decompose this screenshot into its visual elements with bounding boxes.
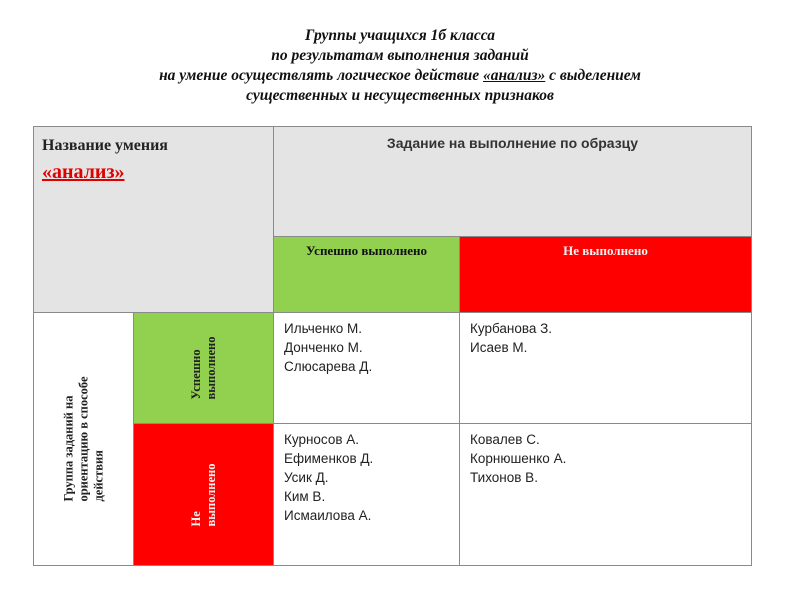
row-group-label-line: Группа заданий на [61,395,75,502]
student-name: Корнюшенко А. [470,451,567,466]
title-line-3 [40,66,760,86]
cell-fail-fail [460,424,752,566]
row-fail-label-line: выполнено [203,462,218,527]
results-table [33,126,752,566]
row-success [34,313,752,424]
student-name: Тихонов В. [470,470,538,485]
slide-title [40,26,760,106]
cell-success-success [274,313,460,424]
row-header-fail [134,424,274,566]
student-name: Ильченко М. [284,321,363,336]
row-group-label-line: ориентацию в способе [76,376,90,502]
title-line-3-post: с выделением [545,67,641,84]
student-name: Ковалев С. [470,432,540,447]
student-name: Ефименков Д. [284,451,374,466]
row-group-label [61,376,106,501]
row-success-label-line: выполнено [203,336,218,400]
title-line-3-pre: на умение осуществлять логическое действие [159,67,484,84]
row-success-label [189,336,219,399]
title-highlight-analysis: «анализ» [483,67,546,84]
title-line-4: существенных и несущественных признаков [246,87,554,104]
row-fail-label-line: Не [188,510,203,527]
student-name: Курносов А. [284,432,360,447]
row-success-label-line: Успешно [188,349,203,400]
skill-name: «анализ» [42,161,125,183]
cell-success-fail [460,313,752,424]
student-name: Донченко М. [284,340,363,355]
task-header: Задание на выполнение по образцу [274,127,752,237]
row-fail [34,424,752,566]
student-name: Усик Д. [284,470,329,485]
title-line-2: по результатам выполнения заданий [271,47,529,64]
row-fail-label [189,463,219,526]
cell-fail-success [274,424,460,566]
header-row [34,127,752,237]
skill-cell [34,127,274,313]
row-group-cell [34,313,134,566]
col-header-fail: Не выполнено [460,237,752,313]
row-group-label-line: действия [91,450,105,502]
col-header-success: Успешно выполнено [274,237,460,313]
student-name: Исаев М. [470,340,528,355]
student-name: Курбанова З. [470,321,553,336]
row-header-success [134,313,274,424]
title-line-1: Группы учащихся 1б класса [305,27,495,44]
student-name: Исмаилова А. [284,508,372,523]
skill-title: Название умения [42,137,168,154]
student-name: Слюсарева Д. [284,359,373,374]
student-name: Ким В. [284,489,326,504]
